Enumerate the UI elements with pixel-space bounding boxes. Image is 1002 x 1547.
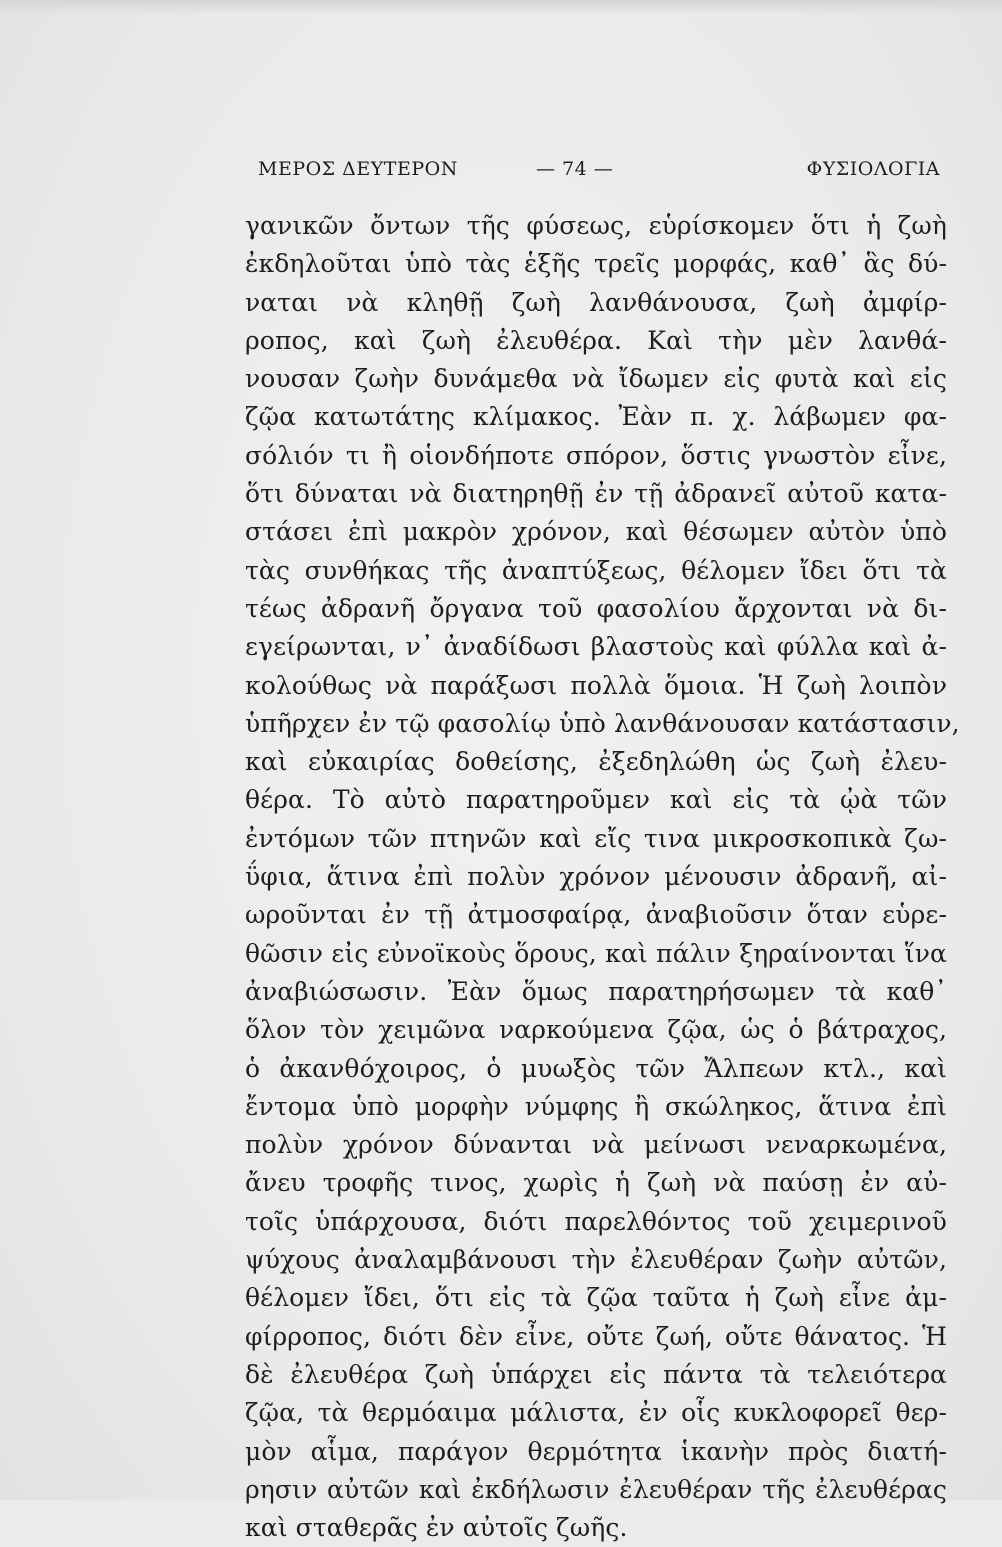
text-line: φίρροπος, διότι δὲν εἶνε, οὔτε ζωή, οὔτε θάνατος. Ἡ — [245, 1321, 947, 1351]
running-header — [258, 158, 940, 188]
text-line: ἄνευ τροφῆς τινος, χωρὶς ἡ ζωὴ νὰ παύσῃ ἐν αὐ- — [245, 1168, 947, 1198]
text-line: γανικῶν ὄντων τῆς φύσεως, εὑρίσκομεν ὅτι ἡ ζωὴ — [245, 211, 947, 240]
text-line: θῶσιν εἰς εὐνοϊκοὺς ὅρους, καὶ πάλιν ξηραίνονται ἵνα — [245, 938, 947, 968]
text-line: ὅτι δύναται νὰ διατηρηθῇ ἐν τῇ ἀδρανεῖ αὐτοῦ κατα- — [245, 479, 947, 509]
text-line: εγείρωνται, ν᾽ ἀναδίδωσι βλαστοὺς καὶ φύλλα καὶ ἀ- — [245, 632, 947, 662]
text-line: καὶ εὐκαιρίας δοθείσης, ἐξεδηλώθη ὡς ζωὴ ἐλευ- — [245, 747, 947, 777]
header-section-title: ΜΕΡΟΣ ΔΕΥΤΕΡΟΝ — [258, 158, 458, 180]
text-line: θέρα. Τὸ αὐτὸ παρατηροῦμεν καὶ εἰς τὰ ᾠὰ τῶν — [245, 785, 947, 815]
body-text — [245, 207, 960, 1547]
text-line: πολὺν χρόνον δύνανται νὰ μείνωσι νεναρκωμένα, — [245, 1130, 947, 1160]
text-line: ΰφια, ἅτινα ἐπὶ πολὺν χρόνον μένουσιν ἀδρανῆ, αἰ- — [245, 862, 947, 892]
text-line: ἐκδηλοῦται ὑπὸ τὰς ἑξῆς τρεῖς μορφάς, καθ᾽ ἃς δύ- — [245, 249, 947, 279]
text-line: ωροῦνται ἐν τῇ ἀτμοσφαίρᾳ, ἀναβιοῦσιν ὅταν εὑρε- — [245, 900, 947, 930]
text-line: ὅλον τὸν χειμῶνα ναρκούμενα ζῷα, ὡς ὁ βάτραχος, — [245, 1015, 947, 1045]
header-book-title: ΦΥΣΙΟΛΟΓΙΑ — [806, 158, 940, 180]
text-line: ἔντομα ὑπὸ μορφὴν νύμφης ἢ σκώληκος, ἅτινα ἐπὶ — [245, 1091, 947, 1121]
text-line: ὁ ἀκανθόχοιρος, ὁ μυωξὸς τῶν Ἄλπεων κτλ., καὶ — [245, 1053, 947, 1083]
text-line: νουσαν ζωὴν δυνάμεθα νὰ ἴδωμεν εἰς φυτὰ καὶ εἰς — [245, 364, 947, 394]
text-line: ζῷα, τὰ θερμόαιμα μάλιστα, ἐν οἷς κυκλοφορεῖ θερ- — [245, 1398, 947, 1428]
text-line: ροπος, καὶ ζωὴ ἐλευθέρα. Καὶ τὴν μὲν λανθά- — [245, 325, 947, 355]
show-through-text — [200, 70, 207, 95]
text-line: καὶ σταθερᾶς ἐν αὐτοῖς ζωῆς. — [245, 1513, 628, 1543]
text-line: ζῷα κατωτάτης κλίμακος. Ἐὰν π. χ. λάβωμεν φα- — [245, 402, 947, 432]
text-line: τέως ἀδρανῆ ὄργανα τοῦ φασολίου ἄρχονται νὰ δι- — [245, 593, 947, 623]
page-number: — 74 — — [536, 158, 614, 180]
text-line: ὑπῆρχεν ἐν τῷ φασολίῳ ὑπὸ λανθάνουσαν κατάστασιν, — [245, 708, 960, 738]
text-line: δὲ ἐλευθέρα ζωὴ ὑπάρχει εἰς πάντα τὰ τελειότερα — [245, 1359, 947, 1389]
text-line: τὰς συνθήκας τῆς ἀναπτύξεως, θέλομεν ἴδει ὅτι τὰ — [245, 555, 947, 585]
text-line: ναται νὰ κληθῇ ζωὴ λανθάνουσα, ζωὴ ἀμφίρ- — [245, 287, 947, 317]
text-line: ψύχους ἀναλαμβάνουσι τὴν ἐλευθέραν ζωὴν αὐτῶν, — [245, 1245, 947, 1275]
page-top-shadow — [0, 0, 1002, 14]
text-line: ρησιν αὐτῶν καὶ ἐκδήλωσιν ἐλευθέραν τῆς ἐλευθέρας — [245, 1474, 947, 1504]
text-line: μὸν αἷμα, παράγον θερμότητα ἱκανὴν πρὸς διατή- — [245, 1436, 947, 1466]
text-line: σόλιόν τι ἢ οἱονδήποτε σπόρον, ὅστις γνωστὸν εἶνε, — [245, 440, 947, 470]
text-line: κολούθως νὰ παράξωσι πολλὰ ὅμοια. Ἡ ζωὴ λοιπὸν — [245, 670, 947, 700]
text-line: στάσει ἐπὶ μακρὸν χρόνον, καὶ θέσωμεν αὐτὸν ὑπὸ — [245, 517, 947, 547]
text-line: τοῖς ὑπάρχουσα, διότι παρελθόντος τοῦ χειμερινοῦ — [245, 1206, 947, 1236]
text-line: θέλομεν ἴδει, ὅτι εἰς τὰ ζῷα ταῦτα ἡ ζωὴ εἶνε ἀμ- — [245, 1283, 947, 1313]
text-line: ἐντόμων τῶν πτηνῶν καὶ εἴς τινα μικροσκοπικὰ ζω- — [245, 823, 947, 853]
text-line: ἀναβιώσωσιν. Ἐὰν ὅμως παρατηρήσωμεν τὰ καθ᾽ — [245, 976, 947, 1006]
